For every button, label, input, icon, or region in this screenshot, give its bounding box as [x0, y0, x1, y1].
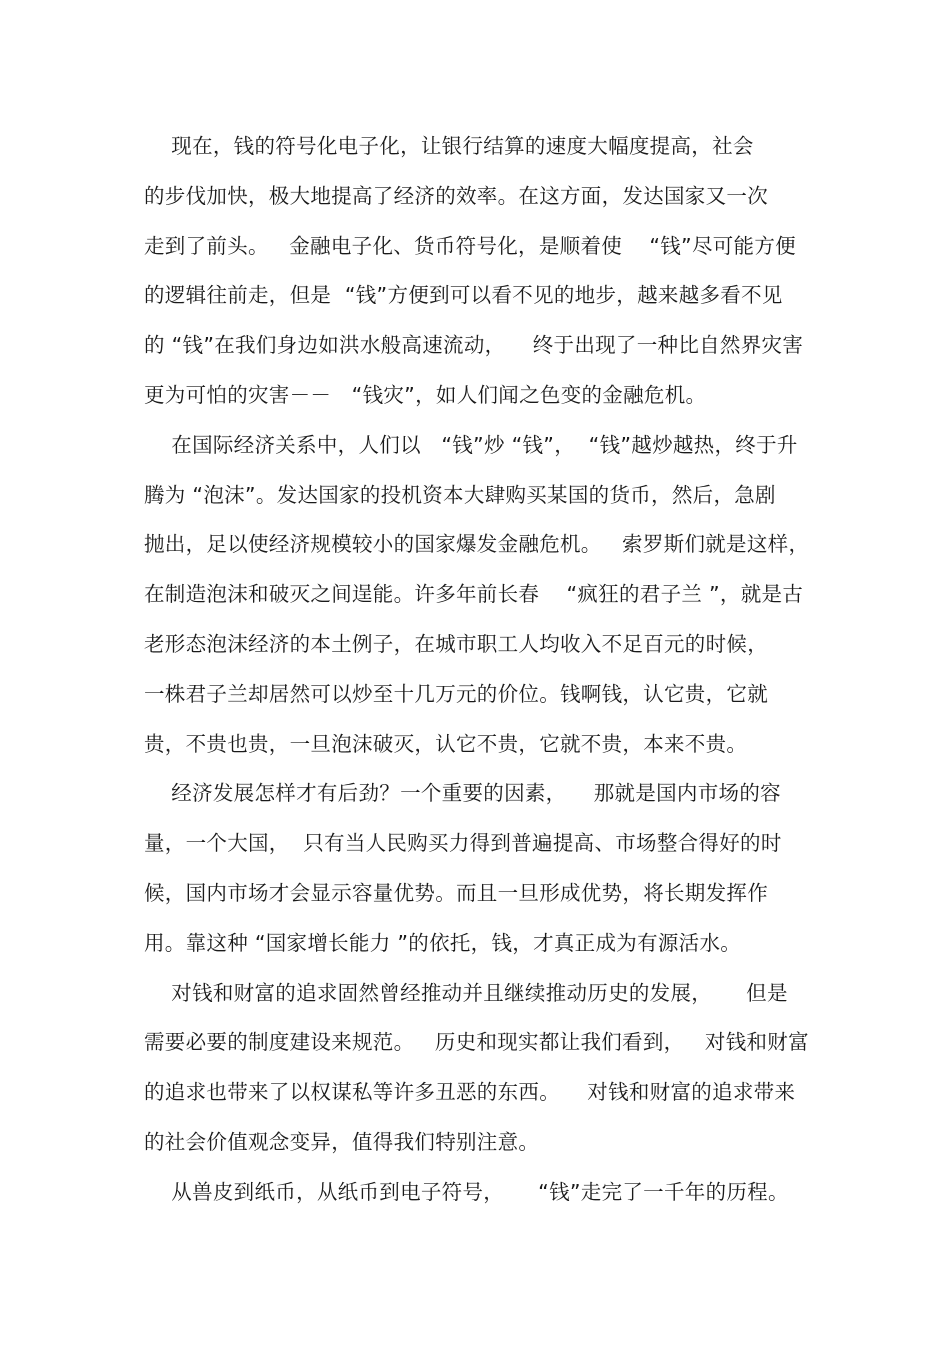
- text-line: 贵，不贵也贵，一旦泡沫破灭，认它不贵，它就不贵，本来不贵。: [144, 731, 748, 756]
- text-line: 在制造泡沫和破灭之间逞能。许多年前长春 “疯狂的君子兰 ”，就是古: [144, 582, 804, 607]
- text-line: 抛出，足以使经济规模较小的国家爆发金融危机。 索罗斯们就是这样，: [144, 532, 810, 557]
- text-line: 从兽皮到纸币，从纸币到电子符号， “钱”走完了一千年的历程。: [144, 1179, 789, 1204]
- text-line: 用。靠这种 “国家增长能力 ”的依托，钱，才真正成为有源活水。: [144, 930, 742, 955]
- text-line: 需要必要的制度建设来规范。 历史和现实都让我们看到， 对钱和财富: [144, 1030, 809, 1055]
- text-line: 现在，钱的符号化电子化，让银行结算的速度大幅度提高，社会: [144, 134, 754, 158]
- text-line: 经济发展怎样才有后劲？一个重要的因素， 那就是国内市场的容: [144, 781, 781, 806]
- text-line: 的步伐加快，极大地提高了经济的效率。在这方面，发达国家又一次: [144, 183, 768, 208]
- text-line: 老形态泡沫经济的本土例子，在城市职工人均收入不足百元的时候，: [144, 631, 768, 656]
- text-line: 候，国内市场才会显示容量优势。而且一旦形成优势，将长期发挥作: [144, 880, 768, 905]
- text-line: 的社会价值观念变异，值得我们特别注意。: [144, 1129, 540, 1154]
- text-line: 在国际经济关系中，人们以 “钱”炒 “钱”， “钱”越炒越热，终于升: [144, 432, 798, 457]
- text-line: 量，一个大国， 只有当人民购买力得到普遍提高、市场整合得好的时: [144, 831, 782, 856]
- body-text: [144, 122, 814, 1218]
- text-line: 腾为 “泡沫”。发达国家的投机资本大肆购买某国的货币，然后，急剧: [144, 482, 776, 507]
- text-line: 更为可怕的灾害－－ “钱灾”，如人们闻之色变的金融危机。: [144, 382, 707, 407]
- text-line: 的 “钱”在我们身边如洪水般高速流动， 终于出现了一种比自然界灾害: [144, 333, 804, 358]
- text-line: 的追求也带来了以权谋私等许多丑恶的东西。 对钱和财富的追求带来: [144, 1080, 796, 1105]
- text-line: 走到了前头。 金融电子化、货币符号化，是顺着使 “钱”尽可能方便: [144, 233, 796, 258]
- text-line: 的逻辑往前走，但是 “钱”方便到可以看不见的地步，越来越多看不见: [144, 283, 783, 308]
- text-line: 一株君子兰却居然可以炒至十几万元的价位。钱啊钱，认它贵，它就: [144, 681, 768, 706]
- text-line: 对钱和财富的追求固然曾经推动并且继续推动历史的发展， 但是: [144, 980, 788, 1005]
